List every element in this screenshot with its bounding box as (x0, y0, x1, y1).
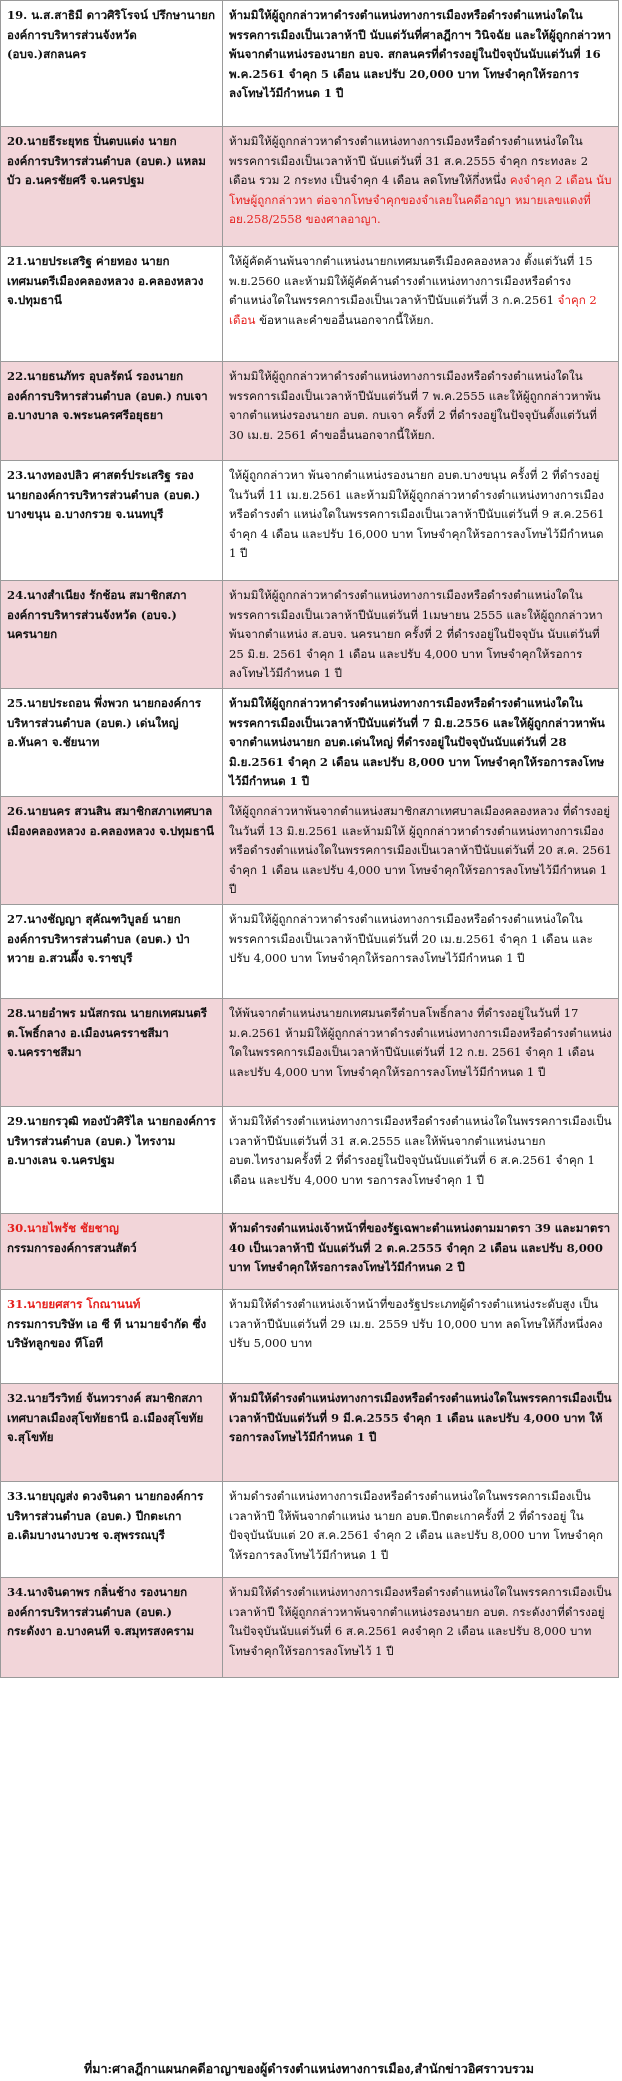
person-cell: 25.นายประถอน พึ่งพวก นายกองค์การบริหารส่วนตำบล (อบต.) เด่นใหญ่ อ.หันคา จ.ชัยนาท (1, 688, 223, 796)
table-row (1, 1481, 619, 1577)
table-row (1, 461, 619, 581)
verdict-cell (223, 247, 619, 362)
verdict-cell: ห้ามมิให้ผู้ถูกกล่าวหาดำรงตำแหน่งทางการเมืองหรือดำรงตำแหน่งใดในพรรคการเมืองเป็นเวลาห้าปีนับแต่วันที่ 1เมษายน 2555 และให้ผู้ถูกกล่าวหาพ้นจากตำแหน่ง ส.อบจ. นครนายก ครั้งที่ 2 ที่ดำรงอยู่ในปัจจุบัน นับแต่วันที่ 25 มิ.ย. 2561 จำคุก 1 เดือน และปรับ 4,000 บาท โทษจำคุกให้รอการลงโทษไว้มีกำหนด 1 ปี (223, 581, 619, 689)
table-row (1, 1383, 619, 1481)
person-cell: 24.นางสำเนียง รักช้อน สมาชิกสภาองค์การบริหารส่วนจังหวัด (อบจ.) นครนายก (1, 581, 223, 689)
person-cell: 20.นายธีระยุทธ ปิ่นตบแต่ง นายกองค์การบริหารส่วนตำบล (อบต.) แหลมบัว อ.นครชัยศรี จ.นครปฐม (1, 127, 223, 247)
table-row (1, 904, 619, 998)
verdict-text: ข้อหาและคำขออื่นนอกจากนี้ให้ยก. (259, 312, 434, 327)
verdict-cell: ห้ามมิให้ผู้ถูกกล่าวหาดำรงตำแหน่งทางการเมืองหรือดำรงตำแหน่งใดในพรรคการเมืองเป็นเวลาห้าปีนับแต่วันที่ 7 มิ.ย.2556 และให้ผู้ถูกกล่าวหาพ้นจากตำแหน่งนายก อบต.เด่นใหญ่ ที่ดำรงอยู่ในปัจจุบันนับแต่วันที่ 28 มิ.ย.2561 จำคุก 2 เดือน และปรับ 8,000 บาท โทษจำคุกให้รอการลงโทษไว้มีกำหนด 1 ปี (223, 688, 619, 796)
person-cell: 21.นายประเสริฐ ค่ายทอง นายกเทศมนตรีเมืองคลองหลวง อ.คลองหลวง จ.ปทุมธานี (1, 247, 223, 362)
table-row (1, 127, 619, 247)
table-row (1, 1, 619, 127)
table-row (1, 247, 619, 362)
table-row (1, 1577, 619, 1677)
person-cell: 32.นายวีรวิทย์ จันทวรางค์ สมาชิกสภาเทศบาลเมืองสุโขทัยธานี อ.เมืองสุโขทัย จ.สุโขทัย (1, 1383, 223, 1481)
verdict-cell: ห้ามมิให้ดำรงตำแหน่งทางการเมืองหรือดำรงตำแหน่งใดในพรรคการเมืองเป็นเวลาห้าปีนับแต่วันที่ 31 ส.ค.2555 และให้พ้นจากตำแหน่งนายก อบต.ไทรงามครั้งที่ 2 ที่ดำรงอยู่ในปัจจุบันนับแต่วันที่ 6 ส.ค.2561 จำคุก 1 เดือน และปรับ 4,000 บาท รอการลงโทษจำคุก 1 ปี (223, 1106, 619, 1213)
person-role: กรรมการบริษัท เอ ซี ที นามายจำกัด ซึ่งบริษัทลูกของ ทีโอที (7, 1316, 207, 1351)
person-cell: 27.นางชัญญา สุคัณฑวิบูลย์ นายกองค์การบริหารส่วนตำบล (อบต.) ป่าหวาย อ.สวนผึ้ง จ.ราชบุรี (1, 904, 223, 998)
source-note: ที่มา:ศาลฎีกาแผนกคดีอาญาของผู้ดำรงตำแหน่งทางการเมือง,สำนักข่าวอิศราวบรวม (84, 2061, 534, 2076)
verdict-cell: ให้ผู้ถูกกล่าวหาพ้นจากตำแหน่งสมาชิกสภาเทศบาลเมืองคลองหลวง ที่ดำรงอยู่ในวันที่ 13 มิ.ย.2561 และห้ามมิให้ ผู้ถูกกล่าวหาดำรงตำแหน่งทางการเมืองหรือดำรงตำแหน่งใดในพรรคการเมืองเป็นเวลาห้าปีนับแต่วันที่ 20 ส.ค. 2561 จำคุก 1 เดือน และปรับ 4,000 บาท โทษจำคุกให้รอการลงโทษไว้มีกำหนด 1 ปี (223, 796, 619, 904)
verdict-cell: ห้ามมิให้ผู้ถูกกล่าวหาดำรงตำแหน่งทางการเมืองหรือดำรงตำแหน่งใดในพรรคการเมืองเป็นเวลาห้าปีนับแต่วันที่ 7 พ.ค.2555 และให้ผู้ถูกกล่าวหาพ้นจากตำแหน่งรองนายก อบต. กบเจา ครั้งที่ 2 ที่ดำรงอยู่ในปัจจุบันตั้งแต่วันที่ 30 เม.ย. 2561 คำขออื่นนอกจากนี้ให้ยก. (223, 362, 619, 461)
verdict-text: ให้ผู้คัดค้านพ้นจากตำแหน่งนายกเทศมนตรีเมืองคลองหลวง ตั้งแต่วันที่ 15 พ.ย.2560 และห้ามมิให้ผู้คัดค้านดำรงตำแหน่งทางการเมืองหรือดำรงตำแหน่งใดในพรรคการเมืองเป็นเวลาห้าปีนับแต่วันที่ 3 ก.ค.2561 (229, 254, 593, 308)
person-cell: 28.นายอำพร มนัสกรณ นายกเทศมนตรี ต.โพธิ์กลาง อ.เมืองนครราชสีมา จ.นครราชสีมา (1, 998, 223, 1106)
person-cell: 22.นายธนภัทร อุบลรัตน์ รองนายกองค์การบริหารส่วนตำบล (อบต.) กบเจา อ.บางบาล จ.พระนครศรีอยุธยา (1, 362, 223, 461)
person-cell: 26.นายนคร สวนสิน สมาชิกสภาเทศบาลเมืองคลองหลวง อ.คลองหลวง จ.ปทุมธานี (1, 796, 223, 904)
verdict-cell: ให้พ้นจากตำแหน่งนายกเทศมนตรีตำบลโพธิ์กลาง ที่ดำรงอยู่ในวันที่ 17 ม.ค.2561 ห้ามมิให้ผู้ถูกกล่าวหาดำรงตำแหน่งทางการเมืองหรือดำรงตำแหน่งใดในพรรคการเมืองเป็นเวลาห้าปีนับแต่วันที่ 12 ก.ย. 2561 จำคุก 1 เดือน และปรับ 4,000 บาท โทษจำคุกให้รอการลงโทษไว้มีกำหนด 1 ปี (223, 998, 619, 1106)
person-name: 31.นายยศสาร โกณานนท์ (7, 1296, 141, 1311)
verdict-cell: ห้ามมิให้ผู้ถูกกล่าวหาดำรงตำแหน่งทางการเมืองหรือดำรงตำแหน่งใดในพรรคการเมืองเป็นเวลาห้าปี นับแต่วันที่ศาลฎีกาฯ วินิจฉัย และให้ผู้ถูกกล่าวหาพ้นจากตำแหน่งรองนายก อบจ. สกลนครที่ดำรงอยู่ในปัจจุบันนับแต่วันที่ 16 พ.ค.2561 จำคุก 5 เดือน และปรับ 20,000 บาท โทษจำคุกให้รอการลงโทษไว้มีกำหนด 1 ปี (223, 1, 619, 127)
verdict-cell: ห้ามมิให้ดำรงตำแหน่งเจ้าหน้าที่ของรัฐประเภทผู้ดำรงตำแหน่งระดับสูง เป็นเวลาห้าปีนับแต่วันที่ 29 เม.ย. 2559 ปรับ 10,000 บาท ลดโทษให้กึ่งหนึ่งคงปรับ 5,000 บาท (223, 1289, 619, 1383)
person-cell (1, 1289, 223, 1383)
table-row (1, 362, 619, 461)
table-row (1, 796, 619, 904)
verdict-cell: ให้ผู้ถูกกล่าวหา พ้นจากตำแหน่งรองนายก อบต.บางขนุน ครั้งที่ 2 ที่ดำรงอยู่ในวันที่ 11 เม.ย.2561 และห้ามมิให้ผู้ถูกกล่าวหาดำรงตำแหน่งทางการเมืองหรือดำรงตำ แหน่งใดในพรรคการเมืองเป็นเวลาห้าปีนับแต่วันที่ 9 ส.ค.2561 จำคุก 4 เดือน และปรับ 16,000 บาท โทษจำคุกให้รอการลงโทษไว้มีกำหนด 1 ปี (223, 461, 619, 581)
table-row (1, 998, 619, 1106)
table-row (1, 688, 619, 796)
person-cell: 19. น.ส.สาธิมี ดาวศิริโรจน์ ปรึกษานายกองค์การบริหารส่วนจังหวัด (อบจ.)สกลนคร (1, 1, 223, 127)
verdict-text: ห้ามมิให้ผู้ถูกกล่าวหาดำรงตำแหน่งทางการเมืองหรือดำรงตำแหน่งใดในพรรคการเมืองเป็นเวลาห้าปี นับแต่วันที่ 31 ส.ค.2555 จำคุก กระทงละ 2 เดือน รวม 2 กระทง เป็นจำคุก 4 เดือน ลดโทษให้กึ่งหนึ่ง (229, 134, 589, 188)
verdict-highlight: คงจำคุก 2 เดือน นับโทษผู้ถูกกล่าวหา ต่อจากโทษจำคุกของจำเลยในคดีอาญา หมายเลขแดงที่ อย.258/2558 ของศาลอาญา. (229, 173, 612, 227)
verdict-cell: ห้ามดำรงตำแหน่งเจ้าหน้าที่ของรัฐเฉพาะตำแหน่งตามมาตรา 39 และมาตรา 40 เป็นเวลาห้าปี นับแต่วันที่ 2 ต.ค.2555 จำคุก 2 เดือน และปรับ 8,000 บาท โทษจำคุกให้รอการลงโทษไว้มีกำหนด 2 ปี (223, 1213, 619, 1289)
person-cell (1, 1213, 223, 1289)
verdict-cell (223, 127, 619, 247)
person-cell: 29.นายกรวุฒิ ทองบัวศิริไล นายกองค์การบริหารส่วนตำบล (อบต.) ไทรงาม อ.บางเลน จ.นครปฐม (1, 1106, 223, 1213)
person-cell: 33.นายบุญส่ง ดวงจินดา นายกองค์การบริหารส่วนตำบล (อบต.) ปีกตะเกา อ.เดิมบางนางบวช จ.สุพรรณบุรี (1, 1481, 223, 1577)
person-name: 30.นายไพรัช ชัยชาญ (7, 1220, 119, 1235)
verdict-cell: ห้ามมิให้ผู้ถูกกล่าวหาดำรงตำแหน่งทางการเมืองหรือดำรงตำแหน่งใดในพรรคการเมืองเป็นเวลาห้าปีนับแต่วันที่ 20 เม.ย.2561 จำคุก 1 เดือน และปรับ 4,000 บาท โทษจำคุกให้รอการลงโทษไว้มีกำหนด 1 ปี (223, 904, 619, 998)
verdict-cell: ห้ามมิให้ดำรงตำแหน่งทางการเมืองหรือดำรงตำแหน่งใดในพรรคการเมืองเป็นเวลาห้าปีนับแต่วันที่ 9 มี.ค.2555 จำคุก 1 เดือน และปรับ 4,000 บาท ให้รอการลงโทษไว้มีกำหนด 1 ปี (223, 1383, 619, 1481)
person-cell: 34.นางจินดาพร กลิ่นช้าง รองนายกองค์การบริหารส่วนตำบล (อบต.) กระดังงา อ.บางคนที จ.สมุทรสงคราม (1, 1577, 223, 1677)
person-role: กรรมการองค์การสวนสัตว์ (7, 1240, 137, 1255)
person-cell: 23.นางทองปลิว ศาสตร์ประเสริฐ รองนายกองค์การบริหารส่วนตำบล (อบต.) บางขนุน อ.บางกรวย จ.นนทบุรี (1, 461, 223, 581)
verdict-cell: ห้ามดำรงตำแหน่งทางการเมืองหรือดำรงตำแหน่งใดในพรรคการเมืองเป็นเวลาห้าปี ให้พ้นจากตำแหน่ง นายก อบต.ปีกตะเกาครั้งที่ 2 ที่ดำรงอยู่ ในปัจจุบันนับแต่ 20 ส.ค.2561 จำคุก 2 เดือน และปรับ 8,000 บาท โทษจำคุกให้รอการลงโทษไว้มีกำหนด 1 ปี (223, 1481, 619, 1577)
table-row (1, 1289, 619, 1383)
verdict-cell: ห้ามมิให้ดำรงตำแหน่งทางการเมืองหรือดำรงตำแหน่งใดในพรรคการเมืองเป็นเวลาห้าปี ให้ผู้ถูกกล่าวหาพ้นจากตำแหน่งรองนายก อบต. กระดังงาที่ดำรงอยู่ในปัจจุบันนับแต่วันที่ 6 ส.ค.2561 คงจำคุก 2 เดือน และปรับ 8,000 บาท โทษจำคุกให้รอการลงโทษไว้ 1 ปี (223, 1577, 619, 1677)
table-row (1, 1106, 619, 1213)
table-row (1, 581, 619, 689)
table-row (1, 1213, 619, 1289)
verdict-highlight: จำคุก 2 เดือน (229, 293, 597, 327)
